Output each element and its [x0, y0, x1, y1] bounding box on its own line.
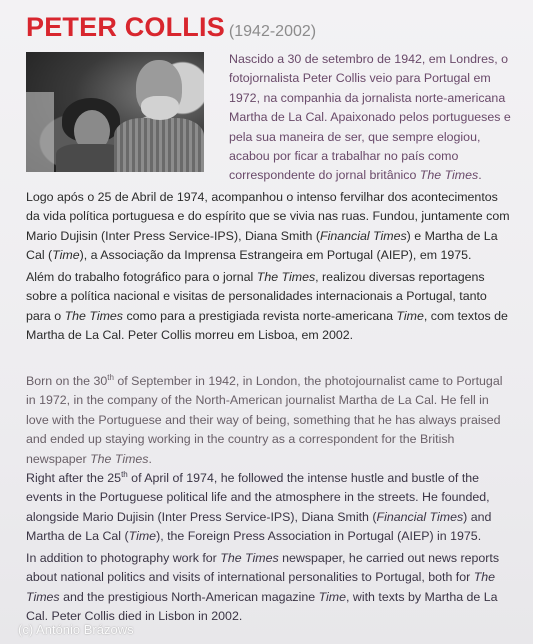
bio-intro-portuguese: Nascido a 30 de setembro de 1942, em Londres, o fotojornalista Peter Collis veio para Portugal em 1972, na companhia da jornalista norte-americana Martha de La Cal. Apaixonado pelos portugueses e pela sua maneira de ser, que sempre elogiou, acabou por ficar a trabalhar no país como correspondente do jornal britânico The Times.: [229, 52, 511, 183]
italic-title: The Times: [26, 570, 496, 604]
italic-title: The Times: [64, 308, 123, 323]
title-name: PETER COLLIS: [26, 12, 225, 42]
portrait-photo: [26, 52, 204, 172]
italic-title: The Times: [419, 168, 479, 183]
ordinal-suffix: th: [121, 469, 128, 479]
italic-title: Time: [318, 589, 347, 604]
italic-title: The Times: [256, 270, 316, 284]
bio-paragraph-english-2: Right after the 25th of April of 1974, he followed the intense hustle and bustle of the events in the Portuguese political life and the atmosphere in the streets. He founded, alongside Mario Dujisin (Inter Press Service-IPS), Diana Smith (Financial Times) and Martha de La Cal (Time), the Foreign Press Association in Portugal (AIEP) in 1975.: [26, 469, 492, 544]
italic-title: Financial Times: [320, 228, 407, 243]
bio-paragraph-portuguese-1: Logo após o 25 de Abril de 1974, acompanhou o intenso fervilhar dos acontecimentos da vida política portuguesa e do espírito que se vivia nas ruas. Fundou, juntamente com Mario Dujisin (Inter Press Service-IPS), Diana Smith (Financial Times) e Martha de La Cal (Time), a Associação da Imprensa Estrangeira em Portugal (AIEP), em 1975.: [26, 190, 510, 263]
title-years: (1942-2002): [228, 23, 317, 40]
bio-paragraph-english-1: Born on the 30th of September in 1942, in London, the photojournalist came to Portugal in 1972, in the company of the North-American journalist Martha de La Cal. He fell in love with the Portuguese and their way of being, something that he has always praised and ended up staying working in the country as a correspondent for the British newspaper The Times.: [26, 372, 503, 466]
bio-paragraph-portuguese-2: Além do trabalho fotográfico para o jornal The Times, realizou diversas reportagens sobre a política nacional e visitas de personalidades internacionais a Portugal, tanto para o The Times como para a prestigiada revista norte-americana Time, com textos de Martha de La Cal. Peter Collis morreu em Lisboa, em 2002.: [26, 270, 508, 343]
bio-paragraph-english-3: In addition to photography work for The Times newspaper, he carried out news reports about national politics and visits of international personalities to Portugal, both for The Times and the prestigious North-American magazine Time, with texts by Martha de La Cal. Peter Collis died in Lisbon in 2002.: [26, 551, 500, 624]
italic-title: The Times: [90, 451, 149, 466]
italic-title: Financial Times: [376, 509, 464, 524]
italic-title: Time: [396, 308, 424, 323]
copyright-watermark: (c) António Brázows: [18, 622, 134, 637]
italic-title: The Times: [220, 551, 279, 565]
italic-title: Time: [128, 529, 157, 544]
italic-title: Time: [52, 248, 80, 263]
ordinal-suffix: th: [107, 372, 114, 382]
page-title: [26, 12, 316, 43]
